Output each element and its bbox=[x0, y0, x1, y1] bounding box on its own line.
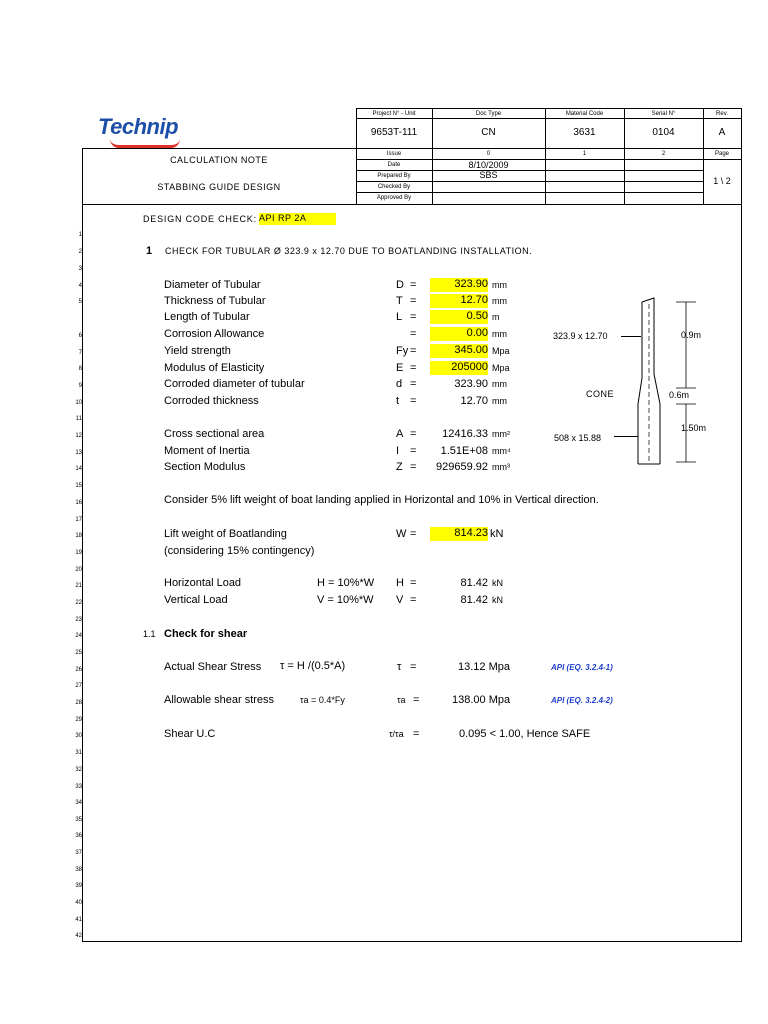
approved-label: Approved By bbox=[376, 195, 412, 201]
doctype-label: Doc Type bbox=[475, 111, 502, 117]
checked-label: Checked By bbox=[377, 184, 411, 190]
material-label: Material Code bbox=[565, 111, 604, 117]
logo-swoosh bbox=[110, 139, 180, 148]
actual-shear-formula: τ = H /(0.5*A) bbox=[280, 660, 346, 672]
row-value: 1.51E+08 bbox=[440, 445, 488, 457]
rev-label: Rev. bbox=[716, 111, 728, 117]
row-unit: kN bbox=[492, 578, 503, 588]
row-number: 18 bbox=[75, 533, 82, 539]
row-equals: = bbox=[410, 295, 417, 307]
row-symbol: d bbox=[396, 378, 403, 390]
lift-value: 814.23 bbox=[430, 527, 488, 541]
row-number: 31 bbox=[75, 750, 82, 756]
design-code-value: API RP 2A bbox=[259, 213, 336, 225]
row-symbol: H bbox=[396, 577, 404, 589]
row-number: 4 bbox=[78, 283, 82, 289]
row-number: 27 bbox=[75, 683, 82, 689]
row-label: Section Modulus bbox=[164, 461, 246, 473]
actual-shear-sym: τ bbox=[397, 661, 402, 673]
row-number: 10 bbox=[75, 400, 82, 406]
row-value: 12.70 bbox=[460, 395, 488, 407]
row-formula: H = 10%*W bbox=[317, 577, 375, 589]
page-label: Page bbox=[714, 151, 729, 157]
row-value: 0.50 bbox=[430, 310, 488, 324]
row-symbol: Fy bbox=[396, 345, 409, 357]
row-value: 205000 bbox=[430, 361, 488, 375]
serial-label: Serial N° bbox=[651, 111, 676, 117]
row-number: 30 bbox=[75, 733, 82, 739]
shear-number: 1.1 bbox=[143, 629, 156, 639]
shear-uc-label: Shear U.C bbox=[164, 728, 216, 740]
row-number: 34 bbox=[75, 800, 82, 806]
row-symbol: L bbox=[396, 311, 403, 323]
shear-uc-eq: = bbox=[413, 728, 420, 740]
row-value: 323.90 bbox=[454, 378, 488, 390]
row-number: 6 bbox=[78, 333, 82, 339]
allow-shear-ref: API (EQ. 3.2.4-2) bbox=[551, 696, 613, 705]
row-number: 37 bbox=[75, 850, 82, 856]
doc-title-2: STABBING GUIDE DESIGN bbox=[157, 182, 281, 192]
doc-title-1: CALCULATION NOTE bbox=[170, 155, 268, 165]
row-equals: = bbox=[410, 362, 417, 374]
date-value: 8/10/2009 bbox=[468, 160, 509, 170]
row-number: 36 bbox=[75, 833, 82, 839]
issue-2: 2 bbox=[661, 151, 666, 157]
row-equals: = bbox=[410, 445, 417, 457]
row-unit: mm bbox=[492, 296, 507, 306]
lift-unit: kN bbox=[490, 528, 504, 540]
row-equals: = bbox=[410, 428, 417, 440]
date-label: Date bbox=[387, 162, 401, 168]
row-equals: = bbox=[410, 345, 417, 357]
shear-uc-value: 0.095 < 1.00, Hence SAFE bbox=[459, 728, 591, 740]
row-number: 26 bbox=[75, 667, 82, 673]
row-number: 40 bbox=[75, 900, 82, 906]
row-number: 22 bbox=[75, 600, 82, 606]
row-symbol: Z bbox=[396, 461, 403, 473]
row-number: 1 bbox=[78, 232, 82, 238]
project-value: 9653T-111 bbox=[370, 127, 418, 138]
row-equals: = bbox=[410, 594, 417, 606]
row-label: Corrosion Allowance bbox=[164, 328, 265, 340]
row-unit: m bbox=[492, 312, 500, 322]
row-equals: = bbox=[410, 311, 417, 323]
row-symbol: A bbox=[396, 428, 404, 440]
row-label: Yield strength bbox=[164, 345, 231, 357]
material-value: 3631 bbox=[573, 127, 596, 138]
sketch-dim-2: 0.6m bbox=[669, 390, 690, 400]
row-value: 81.42 bbox=[460, 577, 488, 589]
row-value: 12416.33 bbox=[442, 428, 488, 440]
row-unit: mm² bbox=[492, 429, 510, 439]
row-value: 323.90 bbox=[430, 278, 488, 292]
lift-sym: W bbox=[396, 528, 407, 540]
allow-shear-sym: τa bbox=[397, 695, 406, 705]
row-number: 14 bbox=[75, 466, 82, 472]
row-value: 929659.92 bbox=[436, 461, 488, 473]
row-number: 42 bbox=[75, 933, 82, 939]
actual-shear-label: Actual Shear Stress bbox=[164, 661, 262, 673]
sketch-cone-label: CONE bbox=[586, 389, 615, 399]
sketch-dim-3: 1.50m bbox=[681, 423, 707, 433]
row-symbol: D bbox=[396, 279, 404, 291]
project-label: Project N° - Unit bbox=[372, 111, 416, 117]
row-unit: mm bbox=[492, 396, 507, 406]
rev-value: A bbox=[718, 127, 726, 138]
row-symbol: E bbox=[396, 362, 404, 374]
row-formula: V = 10%*W bbox=[317, 594, 374, 606]
row-unit: mm³ bbox=[492, 462, 510, 472]
sketch-bottom-leader bbox=[614, 436, 638, 437]
prepared-label: Prepared By bbox=[377, 173, 411, 179]
row-equals: = bbox=[410, 378, 417, 390]
row-unit: mm bbox=[492, 379, 507, 389]
lift-note: (considering 15% contingency) bbox=[164, 545, 315, 557]
row-equals: = bbox=[410, 328, 417, 340]
section-1-number: 1 bbox=[146, 245, 153, 257]
row-number: 28 bbox=[75, 700, 82, 706]
row-label: Modulus of Elasticity bbox=[164, 362, 265, 374]
issue-0: 0 bbox=[486, 151, 491, 157]
row-value: 345.00 bbox=[430, 344, 488, 358]
row-unit: mm bbox=[492, 280, 507, 290]
row-symbol: T bbox=[396, 295, 403, 307]
actual-shear-ref: API (EQ. 3.2.4-1) bbox=[551, 663, 613, 672]
row-symbol: t bbox=[396, 395, 400, 407]
row-symbol: V bbox=[396, 594, 404, 606]
row-label: Moment of Inertia bbox=[164, 445, 250, 457]
allow-shear-value: 138.00 Mpa bbox=[452, 694, 511, 706]
row-number: 12 bbox=[75, 433, 82, 439]
doctype-value: CN bbox=[481, 127, 496, 138]
row-number: 11 bbox=[75, 416, 82, 422]
sketch-top-label: 323.9 x 12.70 bbox=[553, 331, 608, 341]
row-label: Diameter of Tubular bbox=[164, 279, 261, 291]
page-value: 1 \ 2 bbox=[713, 176, 731, 186]
sketch-top-leader bbox=[621, 336, 641, 337]
row-number: 33 bbox=[75, 784, 82, 790]
row-unit: kN bbox=[492, 595, 503, 605]
allow-shear-label: Allowable shear stress bbox=[164, 694, 275, 706]
row-label: Thickness of Tubular bbox=[164, 295, 266, 307]
row-value: 81.42 bbox=[460, 594, 488, 606]
row-number: 41 bbox=[75, 917, 82, 923]
row-number: 8 bbox=[78, 366, 82, 372]
row-number: 24 bbox=[75, 633, 82, 639]
row-label: Corroded thickness bbox=[164, 395, 259, 407]
row-number: 13 bbox=[75, 450, 82, 456]
lift-label: Lift weight of Boatlanding bbox=[164, 528, 287, 540]
row-number: 20 bbox=[75, 567, 82, 573]
row-equals: = bbox=[410, 279, 417, 291]
row-number: 2 bbox=[78, 249, 82, 255]
row-label: Horizontal Load bbox=[164, 577, 242, 589]
row-equals: = bbox=[410, 461, 417, 473]
issue-label: Issue bbox=[386, 151, 402, 157]
row-number: 7 bbox=[78, 350, 82, 356]
row-number: 38 bbox=[75, 867, 82, 873]
section-1-title: CHECK FOR TUBULAR Ø 323.9 x 12.70 DUE TO BOATLANDING INSTALLATION. bbox=[165, 246, 533, 256]
row-number: 16 bbox=[75, 500, 82, 506]
shear-uc-sym: τ/τa bbox=[389, 729, 404, 739]
prepared-value: SBS bbox=[479, 170, 498, 180]
row-number: 9 bbox=[78, 383, 82, 389]
actual-shear-eq: = bbox=[410, 661, 417, 673]
row-label: Corroded diameter of tubular bbox=[164, 378, 305, 390]
row-number: 21 bbox=[75, 583, 82, 589]
row-unit: mm bbox=[492, 329, 507, 339]
allow-shear-formula: τa = 0.4*Fy bbox=[300, 695, 345, 705]
row-unit: mm⁴ bbox=[492, 446, 511, 456]
row-number: 15 bbox=[75, 483, 82, 489]
row-number: 25 bbox=[75, 650, 82, 656]
row-symbol: I bbox=[396, 445, 400, 457]
technip-logo: Technip bbox=[98, 114, 179, 139]
row-equals: = bbox=[410, 395, 417, 407]
sketch-dim-1: 0.9m bbox=[681, 330, 702, 340]
row-number: 5 bbox=[78, 299, 82, 305]
shear-title: Check for shear bbox=[164, 628, 248, 640]
actual-shear-value: 13.12 Mpa bbox=[458, 661, 510, 673]
serial-value: 0104 bbox=[652, 127, 675, 138]
allow-shear-eq: = bbox=[413, 694, 420, 706]
row-number: 3 bbox=[78, 266, 82, 272]
row-number: 35 bbox=[75, 817, 82, 823]
row-value: 0.00 bbox=[430, 327, 488, 341]
row-label: Vertical Load bbox=[164, 594, 228, 606]
row-unit: Mpa bbox=[492, 346, 510, 356]
row-number: 32 bbox=[75, 767, 82, 773]
row-equals: = bbox=[410, 577, 417, 589]
row-number: 39 bbox=[75, 883, 82, 889]
row-unit: Mpa bbox=[492, 363, 510, 373]
consider-text: Consider 5% lift weight of boat landing applied in Horizontal and 10% in Vertical direction. bbox=[164, 494, 599, 506]
issue-1: 1 bbox=[582, 151, 587, 157]
row-label: Length of Tubular bbox=[164, 311, 250, 323]
tubular-sketch-svg bbox=[630, 296, 720, 468]
design-code-label: DESIGN CODE CHECK: bbox=[143, 214, 257, 224]
row-number: 17 bbox=[75, 517, 82, 523]
row-value: 12.70 bbox=[430, 294, 488, 308]
sketch-bottom-label: 508 x 15.88 bbox=[554, 433, 602, 443]
row-number: 29 bbox=[75, 717, 82, 723]
lift-eq: = bbox=[410, 528, 417, 540]
row-number: 23 bbox=[75, 617, 82, 623]
row-number: 19 bbox=[75, 550, 82, 556]
row-label: Cross sectional area bbox=[164, 428, 265, 440]
